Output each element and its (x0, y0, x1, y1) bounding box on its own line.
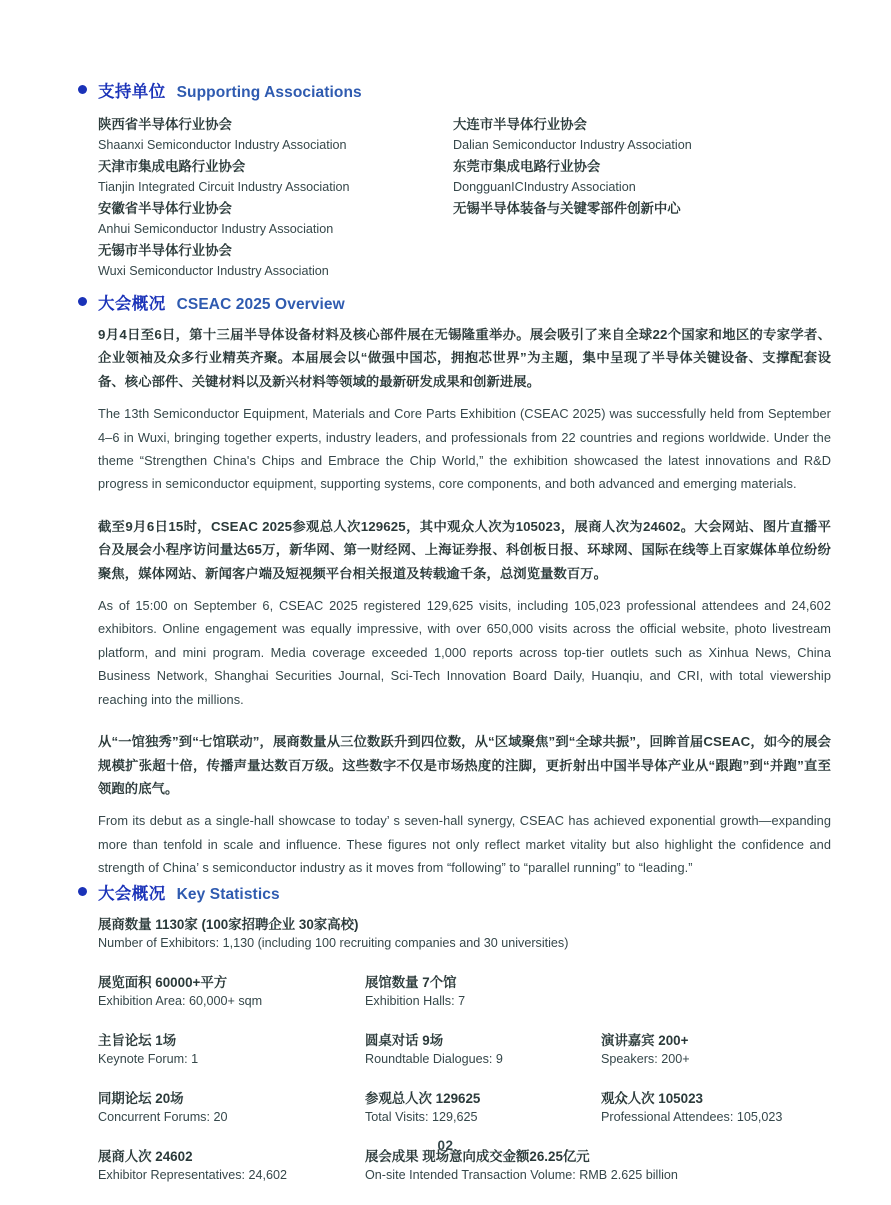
associations-grid (98, 114, 838, 282)
section-heading-en: CSEAC 2025 Overview (176, 296, 345, 313)
statistics-row (98, 1031, 848, 1068)
association-name-en: Shaanxi Semiconductor Industry Association (98, 138, 347, 152)
statistic-item (365, 1089, 601, 1126)
overview-paragraph-1-cn: 9月4日至6日，第十三届半导体设备材料及核心部件展在无锡隆重举办。展会吸引了来自全球22个国家和地区的专家学者、企业领袖及众多行业精英齐聚。本届展会以“做强中国芯，拥抱芯世界”为主题，集中呈现了半导体关键设备、支撑配套设备、核心部件、关键材料以及新兴材料等领域的最新研发成果和创新进展。 (98, 327, 831, 389)
association-name-en: Dalian Semiconductor Industry Association (453, 138, 692, 152)
page-number: 02 (437, 1138, 454, 1153)
key-statistics-section (78, 880, 848, 1205)
statistic-label-en: Exhibition Area: 60,000+ sqm (98, 994, 263, 1008)
statistic-label-en: Professional Attendees: 105,023 (601, 1110, 783, 1124)
statistic-label-cn: 观众人次 105023 (601, 1091, 703, 1106)
association-name-cn: 无锡市半导体行业协会 (98, 243, 232, 258)
associations-right-column (453, 114, 838, 282)
statistic-label-en: Concurrent Forums: 20 (98, 1110, 228, 1124)
section-heading-en: Key Statistics (176, 886, 280, 903)
statistics-row (98, 915, 848, 952)
statistic-label-cn: 展商人次 24602 (98, 1149, 193, 1164)
statistic-label-cn: 展商数量 1130家 (100家招聘企业 30家高校) (98, 917, 359, 932)
overview-section (78, 290, 838, 880)
statistic-label-cn: 展馆数量 7个馆 (365, 975, 457, 990)
bullet-icon (78, 887, 87, 896)
statistic-label-en: On-site Intended Transaction Volume: RMB 2.625 billion (365, 1168, 678, 1182)
statistic-label-cn: 演讲嘉宾 200+ (601, 1033, 689, 1048)
statistic-item (365, 1031, 601, 1068)
statistic-label-en: Exhibition Halls: 7 (365, 994, 466, 1008)
association-name-cn: 陕西省半导体行业协会 (98, 117, 232, 132)
bullet-icon (78, 297, 87, 306)
statistic-label-cn: 展览面积 60000+平方 (98, 975, 228, 990)
section-heading-statistics (78, 880, 848, 904)
associations-left-column (98, 114, 453, 282)
overview-paragraph-1-en: The 13th Semiconductor Equipment, Materials and Core Parts Exhibition (CSEAC 2025) was successfully held from September 4–6 in Wuxi, bringing together experts, industry leaders, and professionals from 22 countries and regions worldwide. Under the theme “Strengthen China's Chips and Embrace the Chip World,” the exhibition showcased the latest innovations and R&D progress in semiconductor equipment, supporting systems, core components, and both advanced and emerging materials. (98, 406, 831, 492)
association-name-en: Wuxi Semiconductor Industry Association (98, 264, 329, 278)
statistic-label-cn: 参观总人次 129625 (365, 1091, 481, 1106)
statistic-item (98, 973, 365, 1010)
statistic-item (601, 1089, 848, 1126)
spacer (98, 711, 831, 730)
spacer (98, 496, 831, 515)
overview-paragraph-3-en: From its debut as a single-hall showcase to today’ s seven-hall synergy, CSEAC has achieved exponential growth—expanding more than tenfold in scale and influence. These figures not only reflect market vitality but also highlight the confidence and strength of China’ s semiconductor industry as it moves from “following” to “parallel running” to “leading.” (98, 813, 831, 876)
bullet-icon (78, 85, 87, 94)
statistic-label-cn: 同期论坛 20场 (98, 1091, 184, 1106)
section-heading-cn: 大会概况 (98, 885, 166, 903)
section-heading-cn: 支持单位 (98, 83, 166, 101)
spacer (98, 393, 831, 402)
spacer (98, 314, 831, 323)
statistic-item (98, 915, 848, 952)
association-name-cn: 天津市集成电路行业协会 (98, 159, 246, 174)
statistic-label-cn: 展会成果 现场意向成交金额26.25亿元 (365, 1149, 590, 1164)
association-name-en: Anhui Semiconductor Industry Association (98, 222, 334, 236)
statistic-label-cn: 圆桌对话 9场 (365, 1033, 444, 1048)
statistics-row (98, 1089, 848, 1126)
statistic-label-cn: 主旨论坛 1场 (98, 1033, 177, 1048)
overview-paragraph-3-cn: 从“一馆独秀”到“七馆联动”，展商数量从三位数跃升到四位数，从“区域聚焦”到“全球共振”，回眸首届CSEAC，如今的展会规模扩张超十倍，传播声量达数百万级。这些数字不仅是市场热度的注脚，更折射出中国半导体产业从“跟跑”到“并跑”直至领跑的底气。 (98, 734, 831, 796)
overview-body (98, 314, 831, 880)
statistic-label-en: Speakers: 200+ (601, 1052, 690, 1066)
statistic-label-en: Total Visits: 129,625 (365, 1110, 478, 1124)
section-heading-cn: 大会概况 (98, 295, 166, 313)
statistic-label-en: Roundtable Dialogues: 9 (365, 1052, 503, 1066)
statistic-item (98, 1089, 365, 1126)
section-heading-en: Supporting Associations (176, 84, 362, 101)
association-name-en: DongguanICIndustry Association (453, 180, 636, 194)
section-heading-supporting (78, 78, 838, 102)
statistic-item (601, 973, 848, 1010)
supporting-associations-section (78, 78, 838, 282)
statistic-item (98, 1031, 365, 1068)
overview-paragraph-2-en: As of 15:00 on September 6, CSEAC 2025 registered 129,625 visits, including 105,023 professional attendees and 24,602 exhibitors. Online engagement was equally impressive, with over 650,000 visits across the official website, photo livestream platform, and mini program. Media coverage exceeded 1,000 reports across top-tier outlets such as Xinhua News, China Business Network, Shanghai Securities Journal, Sci-Tech Innovation Board Daily, Huanqiu, and CRI, with total viewership reaching into the millions. (98, 598, 831, 707)
association-name-cn: 东莞市集成电路行业协会 (453, 159, 601, 174)
statistic-item (601, 1031, 848, 1068)
association-name-cn: 安徽省半导体行业协会 (98, 201, 232, 216)
statistic-label-en: Exhibitor Representatives: 24,602 (98, 1168, 288, 1182)
spacer (98, 585, 831, 594)
statistic-label-en: Number of Exhibitors: 1,130 (including 100 recruiting companies and 30 universities) (98, 936, 569, 950)
association-name-cn: 大连市半导体行业协会 (453, 117, 587, 132)
spacer (98, 800, 831, 809)
association-name-en: Tianjin Integrated Circuit Industry Association (98, 180, 350, 194)
statistic-label-en: Keynote Forum: 1 (98, 1052, 199, 1066)
statistics-row (98, 973, 848, 1010)
overview-paragraph-2-cn: 截至9月6日15时，CSEAC 2025参观总人次129625，其中观众人次为105023，展商人次为24602。大会网站、图片直播平台及展会小程序访问量达65万，新华网、第一财经网、上海证券报、科创板日报、环球网、国际在线等上百家媒体单位纷纷聚焦，媒体网站、新闻客户端及短视频平台相关报道及转载逾千条，总浏览量数百万。 (98, 518, 831, 581)
association-name-cn: 无锡半导体装备与关键零部件创新中心 (453, 201, 681, 216)
statistic-item (365, 973, 601, 1010)
section-heading-overview (78, 290, 838, 314)
